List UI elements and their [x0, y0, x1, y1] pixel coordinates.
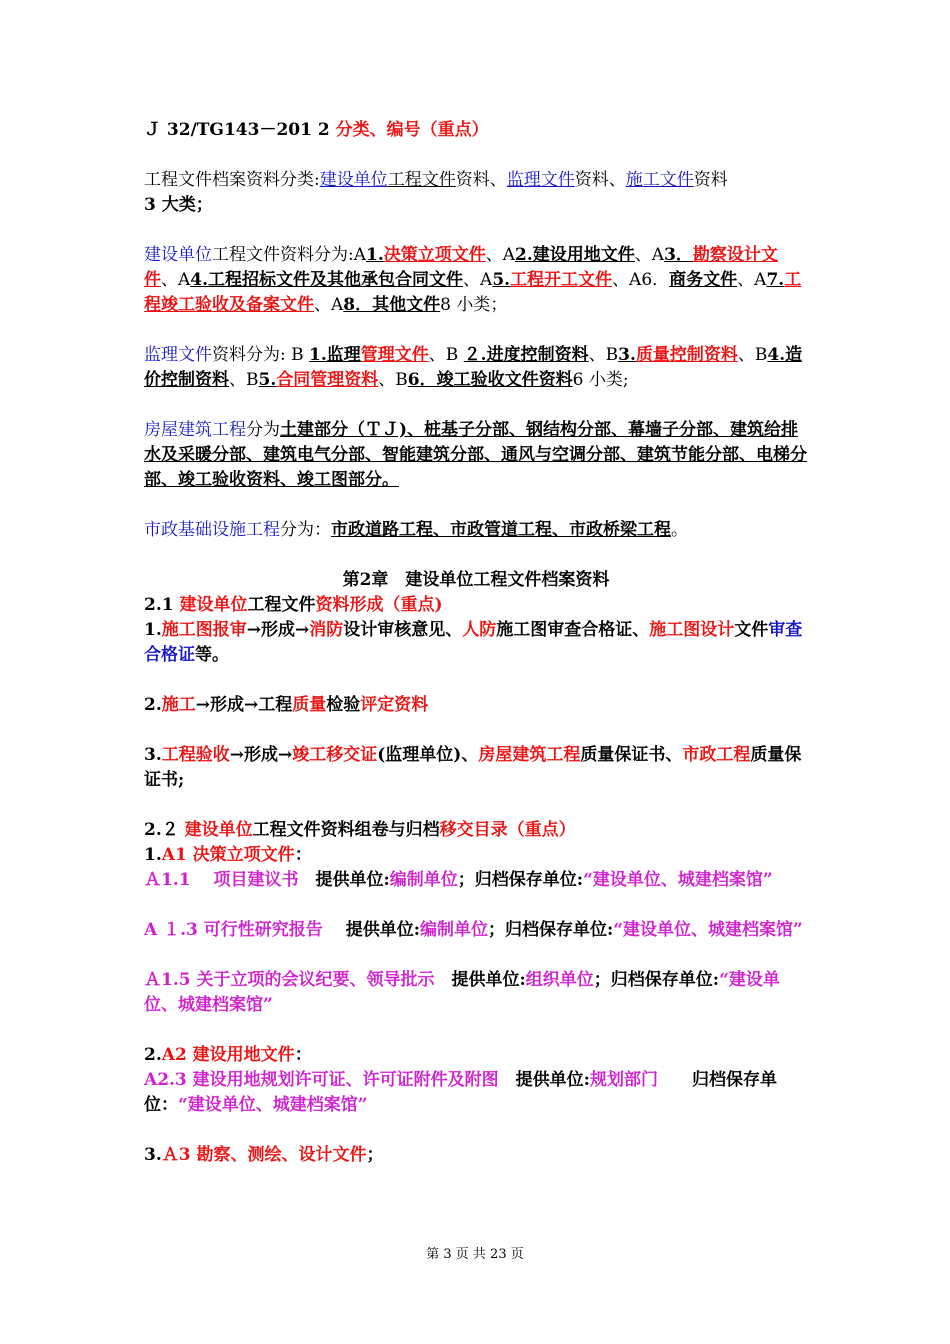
provider: 编制单位: [419, 920, 488, 940]
archive-unit: “建设单位、城建档案馆”: [583, 870, 773, 890]
paragraph-classification: [144, 168, 808, 218]
term: 监理文件: [144, 345, 212, 365]
term: 房屋建筑工程: [144, 420, 246, 440]
text: (监理单位)、: [377, 745, 479, 765]
entry-title: A １.3 可行性研究报告: [144, 920, 323, 940]
term: 评定资料: [360, 695, 429, 715]
text: ；归档保存单位:: [487, 920, 614, 940]
term: A1 决策立项文件: [161, 845, 295, 865]
text: 质量保证书、: [580, 745, 683, 765]
text: 等。: [195, 645, 229, 665]
term-supervision-files: 监理文件: [506, 170, 575, 190]
text: ２.进度控制资料: [463, 345, 589, 365]
text: 8．其他文件: [343, 295, 441, 315]
paragraph-supervision-files: [144, 343, 808, 393]
text: 、A: [314, 295, 344, 315]
text: ；归档保存单位:: [457, 870, 584, 890]
text: 施工图审查合格证、: [496, 620, 650, 640]
term: 建设单位: [144, 245, 212, 265]
term: 市政基础设施工程: [144, 520, 280, 540]
term: 决策立项文件: [383, 245, 486, 265]
term: 市政工程: [682, 745, 751, 765]
text: 市政道路工程、市政管道工程、市政桥梁工程: [331, 520, 671, 540]
text: ：: [294, 845, 312, 865]
term: 人防: [462, 620, 497, 640]
term: 工程验收: [161, 745, 230, 765]
section-2-2-heading: [144, 818, 808, 843]
text: 资料形成（重点): [315, 595, 443, 615]
text: 工程文件: [247, 595, 316, 615]
text: 资料: [212, 345, 246, 365]
item-number: 1.: [144, 620, 162, 640]
entry-title: A2.3 建设用地规划许可证、许可证附件及附图: [144, 1070, 499, 1090]
text: ：: [294, 1045, 312, 1065]
term: 管理文件: [360, 345, 429, 365]
term: 施工: [161, 695, 196, 715]
entry-a1-1: [144, 868, 808, 893]
entry-a1-3: [144, 918, 808, 943]
text: 、B: [428, 345, 464, 365]
term: 质量控制资料: [635, 345, 738, 365]
text: 4.造价控制资料: [144, 345, 803, 390]
text: 、A6．: [612, 270, 670, 290]
term-construction-unit: 建设单位: [319, 170, 388, 190]
text: 5.: [258, 370, 277, 390]
text: 、A: [463, 270, 493, 290]
item-number: 2.: [144, 1045, 162, 1065]
document-page: [144, 118, 808, 1168]
text: 、A: [634, 245, 665, 265]
text: 8 小类；: [440, 295, 508, 315]
text: 1.监理: [309, 345, 361, 365]
term: 建设单位: [179, 595, 248, 615]
paragraph-building-works: [144, 418, 808, 493]
catalog-item-3: [144, 1143, 808, 1168]
text: 提供单位:: [498, 1070, 590, 1090]
term: 施工图报审: [161, 620, 247, 640]
list-item-1: [144, 618, 808, 668]
paragraph-municipal-works: [144, 518, 808, 543]
text: 工程文件资料组卷与归档: [252, 820, 440, 840]
text: ；归档保存单位:: [593, 970, 720, 990]
archive-unit: “建设单位、城建档案馆”: [144, 970, 780, 1015]
text: 分为: B: [246, 345, 310, 365]
entry-title: Ａ1.5 关于立项的会议纪要、领导批示: [144, 970, 435, 990]
section-heading: [144, 118, 808, 143]
text: 分为: [246, 420, 280, 440]
text: 1.: [366, 245, 384, 265]
term-construction-files: 施工文件: [625, 170, 694, 190]
text: 4.工程招标文件及其他承包合同文件: [190, 270, 464, 290]
archive-unit: “建设单位、城建档案馆”: [178, 1095, 368, 1115]
text: 、B: [588, 345, 619, 365]
list-item-2: [144, 693, 808, 718]
term: 竣工移交证: [292, 745, 378, 765]
text: 商务文件: [669, 270, 738, 290]
term: 消防: [309, 620, 344, 640]
text: 工程文件档案资料分类:: [144, 170, 320, 190]
text: 、B: [229, 370, 259, 390]
text: 资料: [693, 170, 728, 190]
text: 6 小类;: [572, 370, 629, 390]
provider: 组织单位: [525, 970, 594, 990]
text: →形成→: [229, 745, 293, 765]
catalog-item-1: [144, 843, 808, 868]
text: 、B: [737, 345, 768, 365]
text: 。: [671, 520, 688, 540]
text: 分为:A: [314, 245, 367, 265]
text: 5.: [492, 270, 511, 290]
term: 房屋建筑工程: [478, 745, 581, 765]
entry-title: Ａ1.1 项目建议书: [144, 870, 299, 890]
section-number: 2.２: [144, 820, 185, 840]
standard-code: Ｊ 32/TG143－201 2: [144, 120, 330, 140]
text: 3 大类；: [144, 195, 213, 215]
text: →形成→: [246, 620, 310, 640]
text: 3．: [664, 245, 693, 265]
paragraph-construction-unit-files: [144, 243, 808, 318]
item-number: 3.: [144, 745, 162, 765]
page-footer: 第 3 页 共 23 页: [426, 1247, 524, 1262]
term: 施工图设计: [649, 620, 735, 640]
text: →形成→工程: [195, 695, 293, 715]
text: 、A: [485, 245, 516, 265]
term: 勘察设计文件: [144, 245, 778, 290]
term: 工程竣工验收及备案文件: [144, 270, 802, 315]
term: 建设单位: [184, 820, 253, 840]
text: 资料、: [455, 170, 507, 190]
section-number: 2.1: [144, 595, 180, 615]
text: 、A: [737, 270, 767, 290]
text: 6．竣工验收文件资料: [407, 370, 573, 390]
text: 土建部分（ＴＪ)、桩基子分部、钢结构分部、幕墙子分部、建筑给排水及采暖分部、建筑电气分部、智能建筑分部、通风与空调分部、建筑节能分部、电梯分部、竣工验收资料、竣工图部分。: [144, 420, 807, 490]
text: 、B: [378, 370, 408, 390]
text: 移交目录（重点）: [439, 820, 576, 840]
term: Ａ3 勘察、测绘、设计文件: [161, 1145, 367, 1165]
text: 文件: [734, 620, 769, 640]
text: 提供单位:: [322, 920, 420, 940]
catalog-item-2: [144, 1043, 808, 1068]
text: 提供单位:: [434, 970, 526, 990]
item-number: 1.: [144, 845, 162, 865]
list-item-3: [144, 743, 808, 793]
term: 工程文件: [387, 170, 456, 190]
archive-unit: “建设单位、城建档案馆”: [613, 920, 803, 940]
text: 设计审核意见、: [343, 620, 463, 640]
text: 3.: [618, 345, 636, 365]
text: 7.: [766, 270, 785, 290]
term: 质量: [292, 695, 327, 715]
text: 2.建设用地文件: [515, 245, 635, 265]
text: 、A: [161, 270, 191, 290]
term: 工程开工文件: [510, 270, 613, 290]
section-2-1-heading: [144, 593, 808, 618]
provider: 规划部门: [589, 1070, 658, 1090]
item-number: 2.: [144, 695, 162, 715]
text: 检验: [326, 695, 361, 715]
term: A2 建设用地文件: [161, 1045, 295, 1065]
text: 资料、: [574, 170, 626, 190]
item-number: 3.: [144, 1145, 162, 1165]
text: 质量保证书;: [144, 745, 802, 790]
text: 归档保存单位：: [144, 1070, 777, 1115]
term: 合同管理资料: [276, 370, 379, 390]
term: 审查合格证: [144, 620, 803, 665]
text: 工程文件资料: [212, 245, 314, 265]
text: 提供单位:: [298, 870, 390, 890]
entry-a1-5: [144, 968, 808, 1018]
text: 分为：: [280, 520, 331, 540]
provider: 编制单位: [389, 870, 458, 890]
text: ；: [366, 1145, 384, 1165]
entry-a2-3: [144, 1068, 808, 1118]
heading-title: 分类、编号（重点）: [335, 120, 489, 140]
chapter-title: 第2章 建设单位工程文件档案资料: [342, 570, 610, 590]
